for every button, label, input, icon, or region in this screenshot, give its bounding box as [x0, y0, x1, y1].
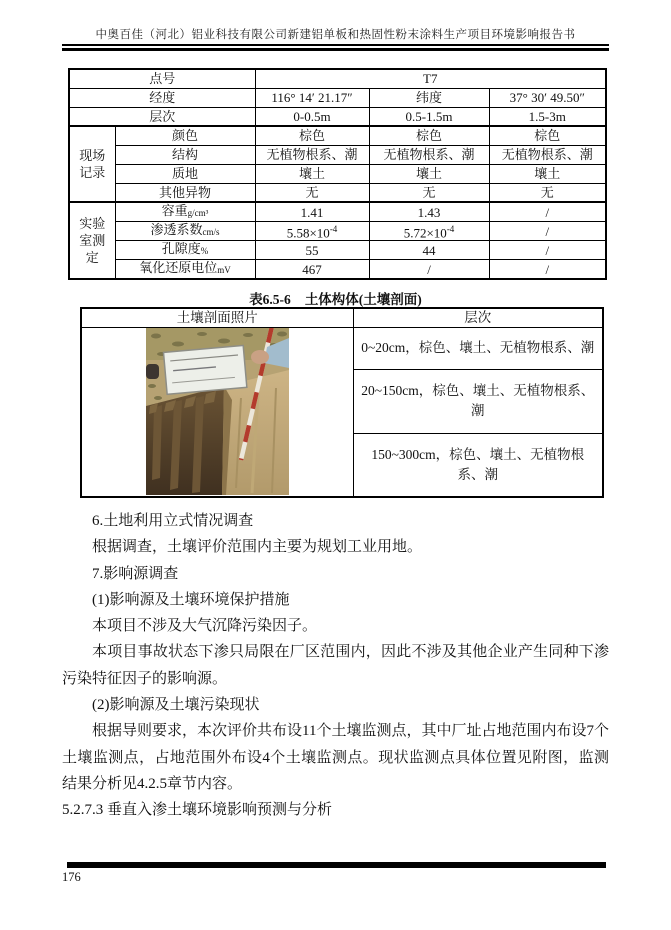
color-value: 棕色	[489, 126, 606, 145]
profile-layer-description: 150~300cm，棕色、壤土、无植物根系、潮	[353, 433, 603, 497]
table-row	[69, 145, 606, 164]
table-row	[69, 126, 606, 145]
table-row	[69, 260, 606, 280]
redox-potential-value: /	[489, 260, 606, 280]
foreign-matter-label: 其他异物	[115, 183, 255, 202]
layer-column-header: 层次	[353, 308, 603, 327]
lab-measurement-group-label: 实验 室测 定	[69, 202, 115, 279]
latitude-value: 37° 30′ 49.50″	[489, 88, 606, 107]
redox-potential-value: 467	[255, 260, 369, 280]
redox-potential-label: 氧化还原电位mV	[115, 260, 255, 280]
foreign-matter-value: 无	[369, 183, 489, 202]
structure-value: 无植物根系、潮	[369, 145, 489, 164]
color-value: 棕色	[255, 126, 369, 145]
foreign-matter-value: 无	[489, 183, 606, 202]
structure-value: 无植物根系、潮	[255, 145, 369, 164]
porosity-value: 55	[255, 241, 369, 260]
latitude-label: 纬度	[369, 88, 489, 107]
redox-potential-value: /	[369, 260, 489, 280]
footer-divider	[67, 862, 606, 868]
body-paragraph: (2)影响源及土壤污染现状	[92, 697, 260, 714]
table-row	[69, 241, 606, 260]
table-row	[69, 69, 606, 88]
color-value: 棕色	[369, 126, 489, 145]
point-value: T7	[255, 69, 606, 88]
table-row	[69, 202, 606, 222]
table-row	[69, 88, 606, 107]
table-number: 表6.5-6	[249, 292, 291, 307]
foreign-matter-value: 无	[255, 183, 369, 202]
layer-value: 0.5-1.5m	[369, 107, 489, 126]
page-number: 176	[62, 870, 81, 884]
profile-table-caption	[0, 288, 671, 308]
table-header-row	[81, 308, 603, 327]
table-title: 土体构体(土壤剖面)	[304, 292, 422, 307]
porosity-value: /	[489, 241, 606, 260]
porosity-value: 44	[369, 241, 489, 260]
table-row	[81, 327, 603, 369]
page-header-title: 中奥百佳（河北）铝业科技有限公司新建铝单板和热固性粉末涂料生产项目环境影响报告书	[95, 29, 576, 41]
table-row	[69, 164, 606, 183]
texture-value: 壤土	[369, 164, 489, 183]
layer-value: 1.5-3m	[489, 107, 606, 126]
structure-label: 结构	[115, 145, 255, 164]
soil-profile-table	[80, 307, 604, 498]
body-text	[62, 508, 609, 824]
header-divider	[62, 44, 609, 51]
longitude-label: 经度	[69, 88, 255, 107]
texture-label: 质地	[115, 164, 255, 183]
longitude-value: 116° 14′ 21.17″	[255, 88, 369, 107]
site-record-group-label: 现场 记录	[69, 126, 115, 202]
soil-point-table	[68, 68, 607, 280]
section-heading: 5.2.7.3 垂直入渗土壤环境影响预测与分析	[62, 802, 333, 819]
permeability-value: $5.58\times 10^{-4}$	[255, 222, 369, 241]
color-label: 颜色	[115, 126, 255, 145]
body-paragraph: 根据调查，土壤评价范围内主要为规划工业用地。	[92, 539, 423, 556]
body-paragraph: 7.影响源调查	[92, 565, 179, 582]
profile-layer-description: 0~20cm，棕色、壤土、无植物根系、潮	[353, 327, 603, 369]
table-row	[69, 183, 606, 202]
bulk-density-label: 容重g/cm³	[115, 202, 255, 222]
body-paragraph: 6.土地利用立式情况调查	[92, 513, 254, 529]
permeability-value: /	[489, 222, 606, 241]
structure-value: 无植物根系、潮	[489, 145, 606, 164]
table-row	[69, 107, 606, 126]
body-paragraph: 本项目不涉及大气沉降污染因子。	[92, 618, 318, 635]
texture-value: 壤土	[489, 164, 606, 183]
table-row	[69, 222, 606, 241]
permeability-label: 渗透系数cm/s	[115, 222, 255, 241]
layer-value: 0-0.5m	[255, 107, 369, 126]
texture-value: 壤土	[255, 164, 369, 183]
soil-profile-photo-cell	[81, 327, 353, 497]
profile-layer-description: 20~150cm，棕色、壤土、无植物根系、潮	[353, 369, 603, 433]
point-label: 点号	[69, 69, 255, 88]
porosity-label: 孔隙度%	[115, 241, 255, 260]
bulk-density-value: 1.41	[255, 202, 369, 222]
body-paragraph: 根据导则要求，本次评价共布设11个土壤监测点，其中厂址占地范围内布设7个土壤监测点，占地范围外布设4个土壤监测点。现状监测点具体位置见附图，监测结果分析见4.2.5章节内容。	[62, 723, 609, 792]
bulk-density-value: 1.43	[369, 202, 489, 222]
body-paragraph: 本项目事故状态下渗只局限在厂区范围内，因此不涉及其他企业产生同种下渗污染特征因子的影响源。	[62, 644, 609, 687]
bulk-density-value: /	[489, 202, 606, 222]
soil-profile-photo	[146, 328, 289, 495]
photo-column-header: 土壤剖面照片	[81, 308, 353, 327]
layer-label: 层次	[69, 107, 255, 126]
permeability-value: $5.72\times 10^{-4}$	[369, 222, 489, 241]
body-paragraph: (1)影响源及土壤环境保护措施	[92, 591, 290, 608]
